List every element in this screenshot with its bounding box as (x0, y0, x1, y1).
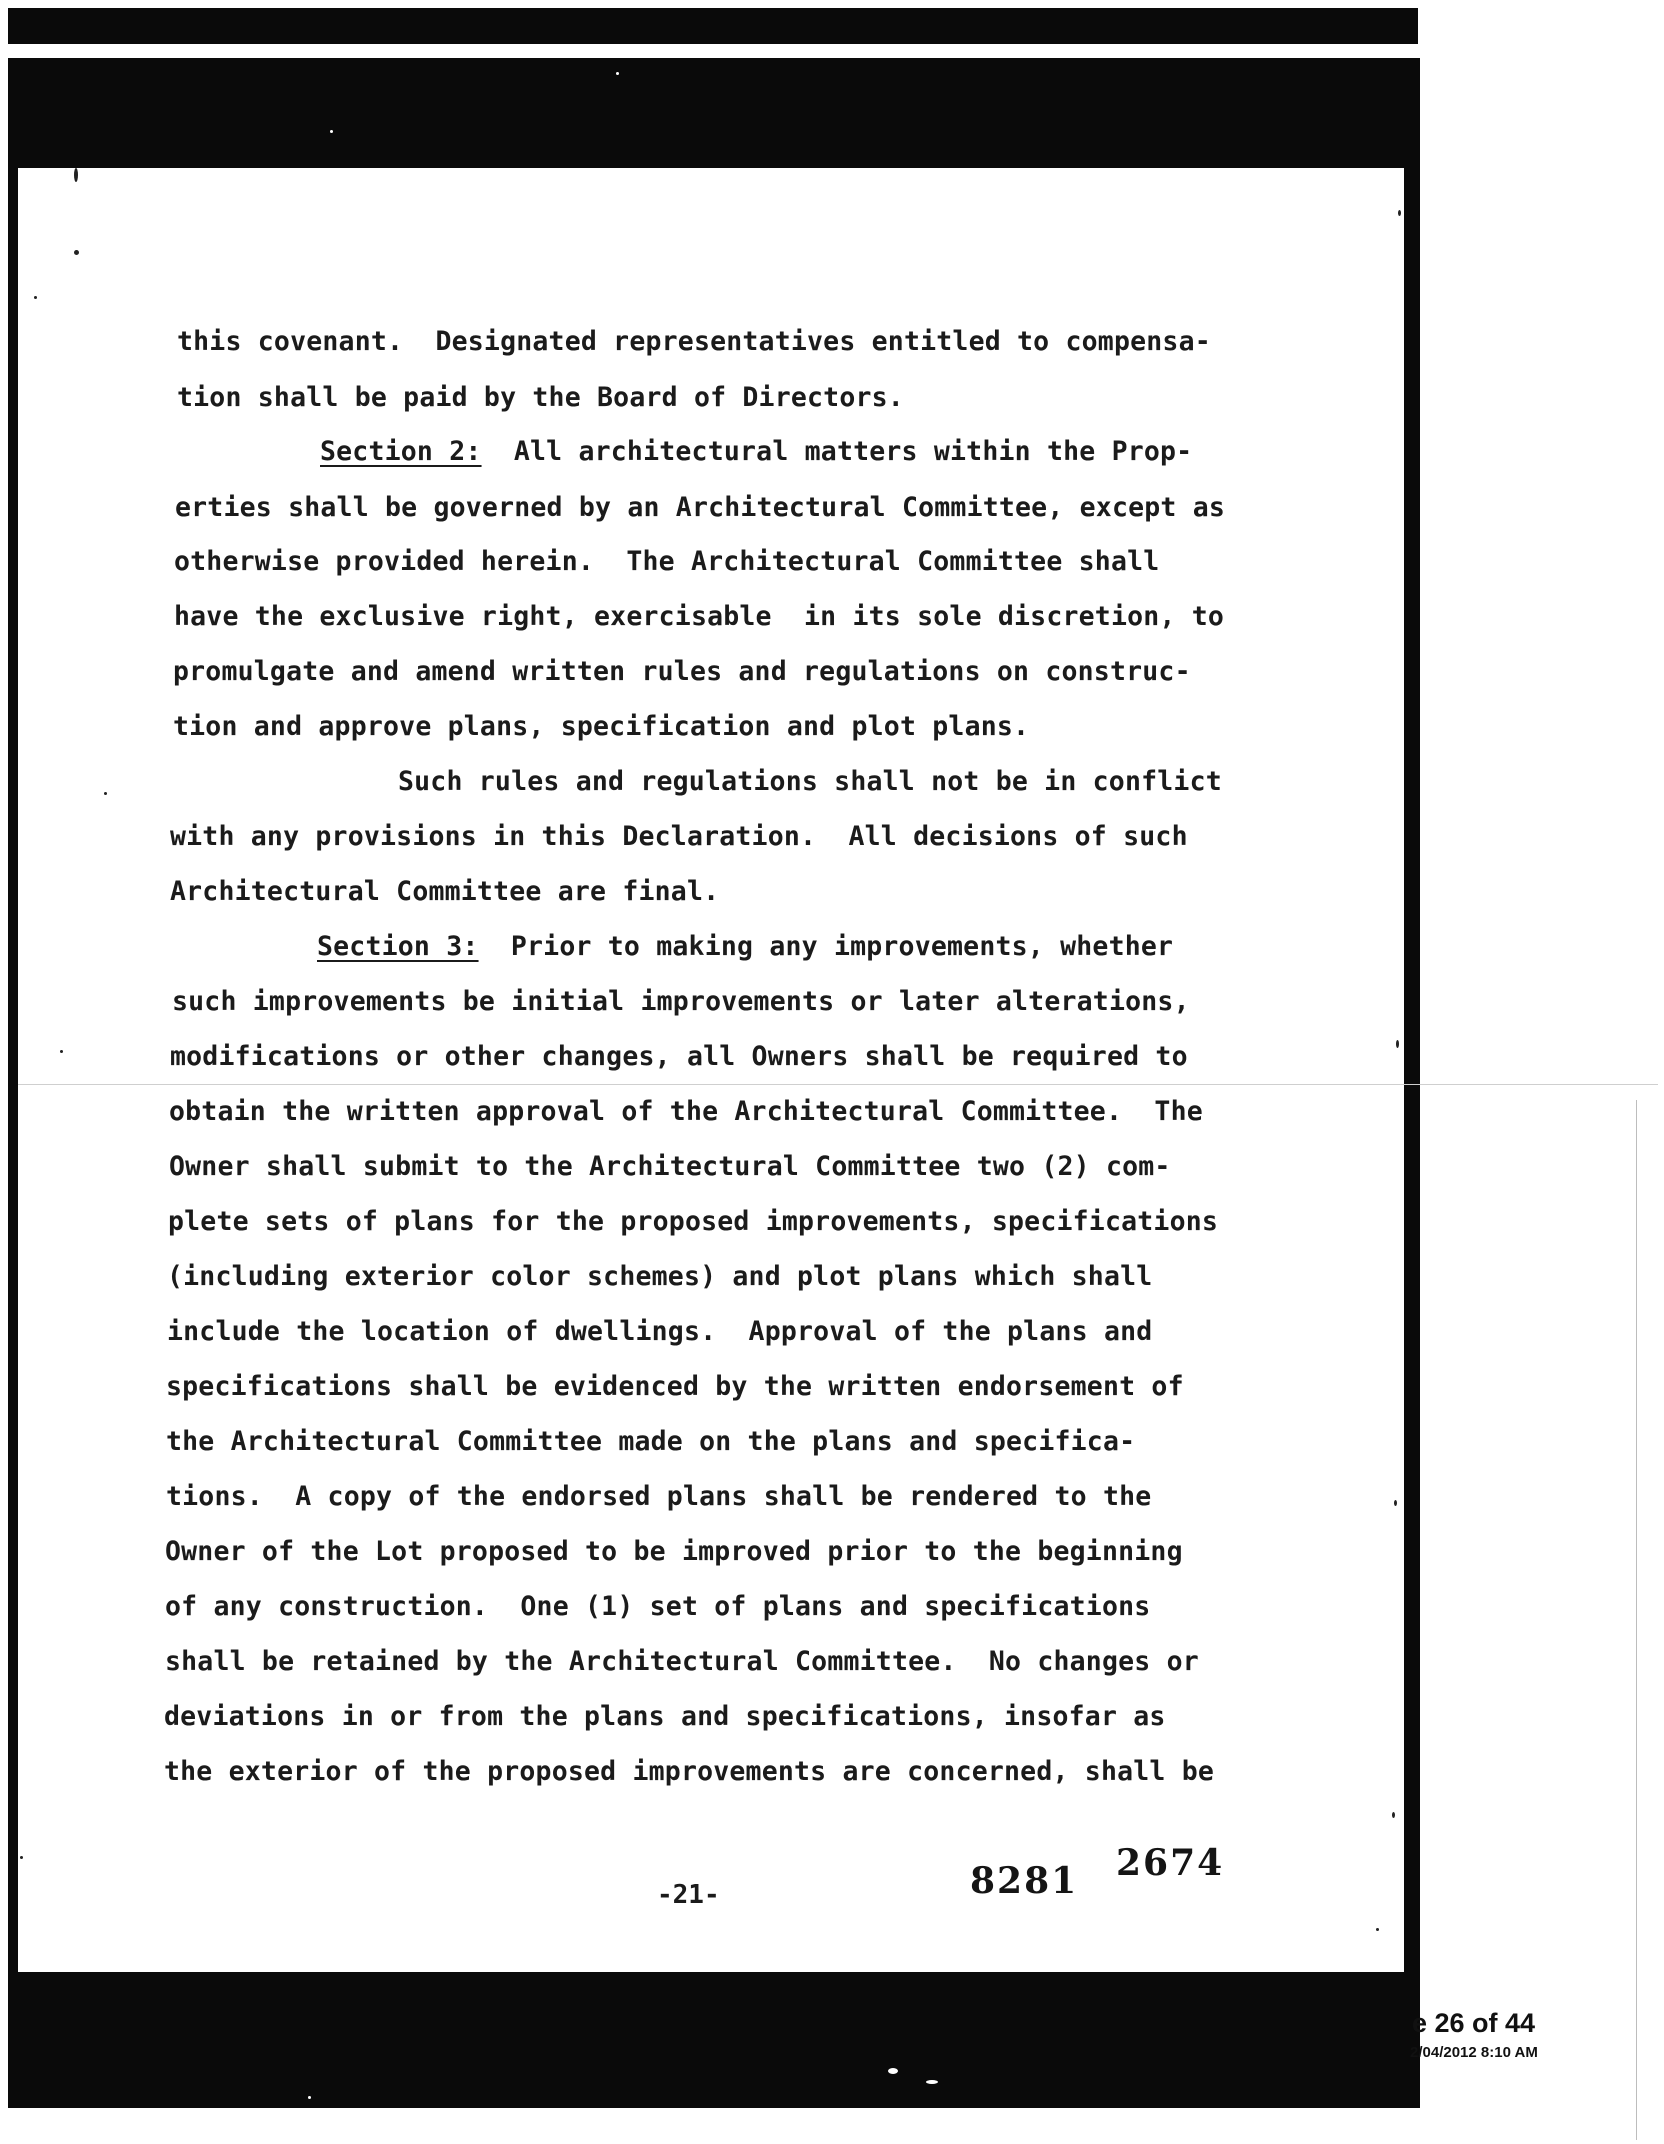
section-3-heading: Section 3: (317, 931, 479, 962)
scan-header-band (8, 58, 1420, 168)
scan-speck (1394, 1500, 1397, 1506)
book-number-stamp: 8281 (970, 1860, 1079, 1902)
scan-speck (616, 72, 619, 75)
viewer-timestamp: 2/04/2012 8:10 AM (1410, 2044, 1538, 2061)
scan-left-border (8, 58, 18, 1988)
text-line: deviations in or from the plans and specifications, insofar as (164, 1701, 1166, 1732)
text-line: erties shall be governed by an Architectural Committee, except as (175, 492, 1226, 523)
viewer-page-indicator: e 26 of 44 (1412, 2008, 1536, 2038)
text-line: include the location of dwellings. Approval of the plans and (167, 1316, 1153, 1347)
scan-speck (308, 2096, 311, 2099)
text-line: the exterior of the proposed improvements are concerned, shall be (164, 1756, 1215, 1787)
scan-speck (1376, 1928, 1379, 1931)
text-line: such improvements be initial improvements or later alterations, (172, 986, 1190, 1017)
section-3-text: Prior to making any improvements, whether (478, 931, 1174, 962)
viewer-divider (1636, 1100, 1637, 2140)
text-line: tions. A copy of the endorsed plans shall be rendered to the (166, 1481, 1152, 1512)
section-2-first-line (320, 436, 1192, 468)
scan-top-border (8, 8, 1418, 44)
scan-speck (330, 130, 333, 133)
scan-right-border (1404, 58, 1420, 1988)
scan-speck (34, 296, 37, 299)
scan-footer-band (8, 1972, 1420, 2108)
scan-speck (74, 168, 78, 182)
text-line: tion shall be paid by the Board of Directors. (177, 382, 904, 413)
text-line: with any provisions in this Declaration. All decisions of such (170, 821, 1188, 852)
text-line: have the exclusive right, exercisable in its sole discretion, to (174, 601, 1225, 632)
text-line: Owner of the Lot proposed to be improved prior to the beginning (165, 1536, 1183, 1567)
scan-speck (1392, 1812, 1395, 1818)
text-line: Architectural Committee are final. (170, 876, 720, 907)
section-2-text: All architectural matters within the Prop- (481, 436, 1193, 467)
scan-artifact-line (18, 1084, 1658, 1085)
scan-speck (74, 250, 79, 255)
scan-speck (1398, 210, 1401, 216)
scan-speck (60, 1050, 63, 1053)
section-2-heading: Section 2: (320, 436, 482, 467)
page-number: -21- (657, 1880, 720, 1910)
scan-speck (20, 1856, 23, 1859)
text-line: tion and approve plans, specification and plot plans. (173, 711, 1030, 742)
text-line: otherwise provided herein. The Architectural Committee shall (174, 546, 1160, 577)
text-line: Owner shall submit to the Architectural Committee two (2) com- (169, 1151, 1171, 1182)
section-3-first-line (317, 931, 1173, 963)
scan-speck (104, 792, 107, 795)
text-line: plete sets of plans for the proposed improvements, specifications (168, 1206, 1219, 1237)
text-line: of any construction. One (1) set of plans and specifications (165, 1591, 1151, 1622)
page-number-stamp: 2674 (1116, 1842, 1225, 1884)
text-line: modifications or other changes, all Owners shall be required to (170, 1041, 1188, 1072)
text-line: Such rules and regulations shall not be in conflict (398, 766, 1222, 797)
text-line: this covenant. Designated representatives entitled to compensa- (177, 326, 1211, 357)
text-line: promulgate and amend written rules and regulations on construc- (173, 656, 1191, 687)
scan-speck (1396, 1040, 1399, 1048)
scan-speck (888, 2068, 898, 2074)
text-line: (including exterior color schemes) and plot plans which shall (167, 1261, 1153, 1292)
text-line: shall be retained by the Architectural Committee. No changes or (165, 1646, 1199, 1677)
text-line: the Architectural Committee made on the plans and specifica- (166, 1426, 1136, 1457)
scan-speck (926, 2080, 938, 2084)
text-line: obtain the written approval of the Architectural Committee. The (169, 1096, 1203, 1127)
text-line: specifications shall be evidenced by the written endorsement of (166, 1371, 1184, 1402)
